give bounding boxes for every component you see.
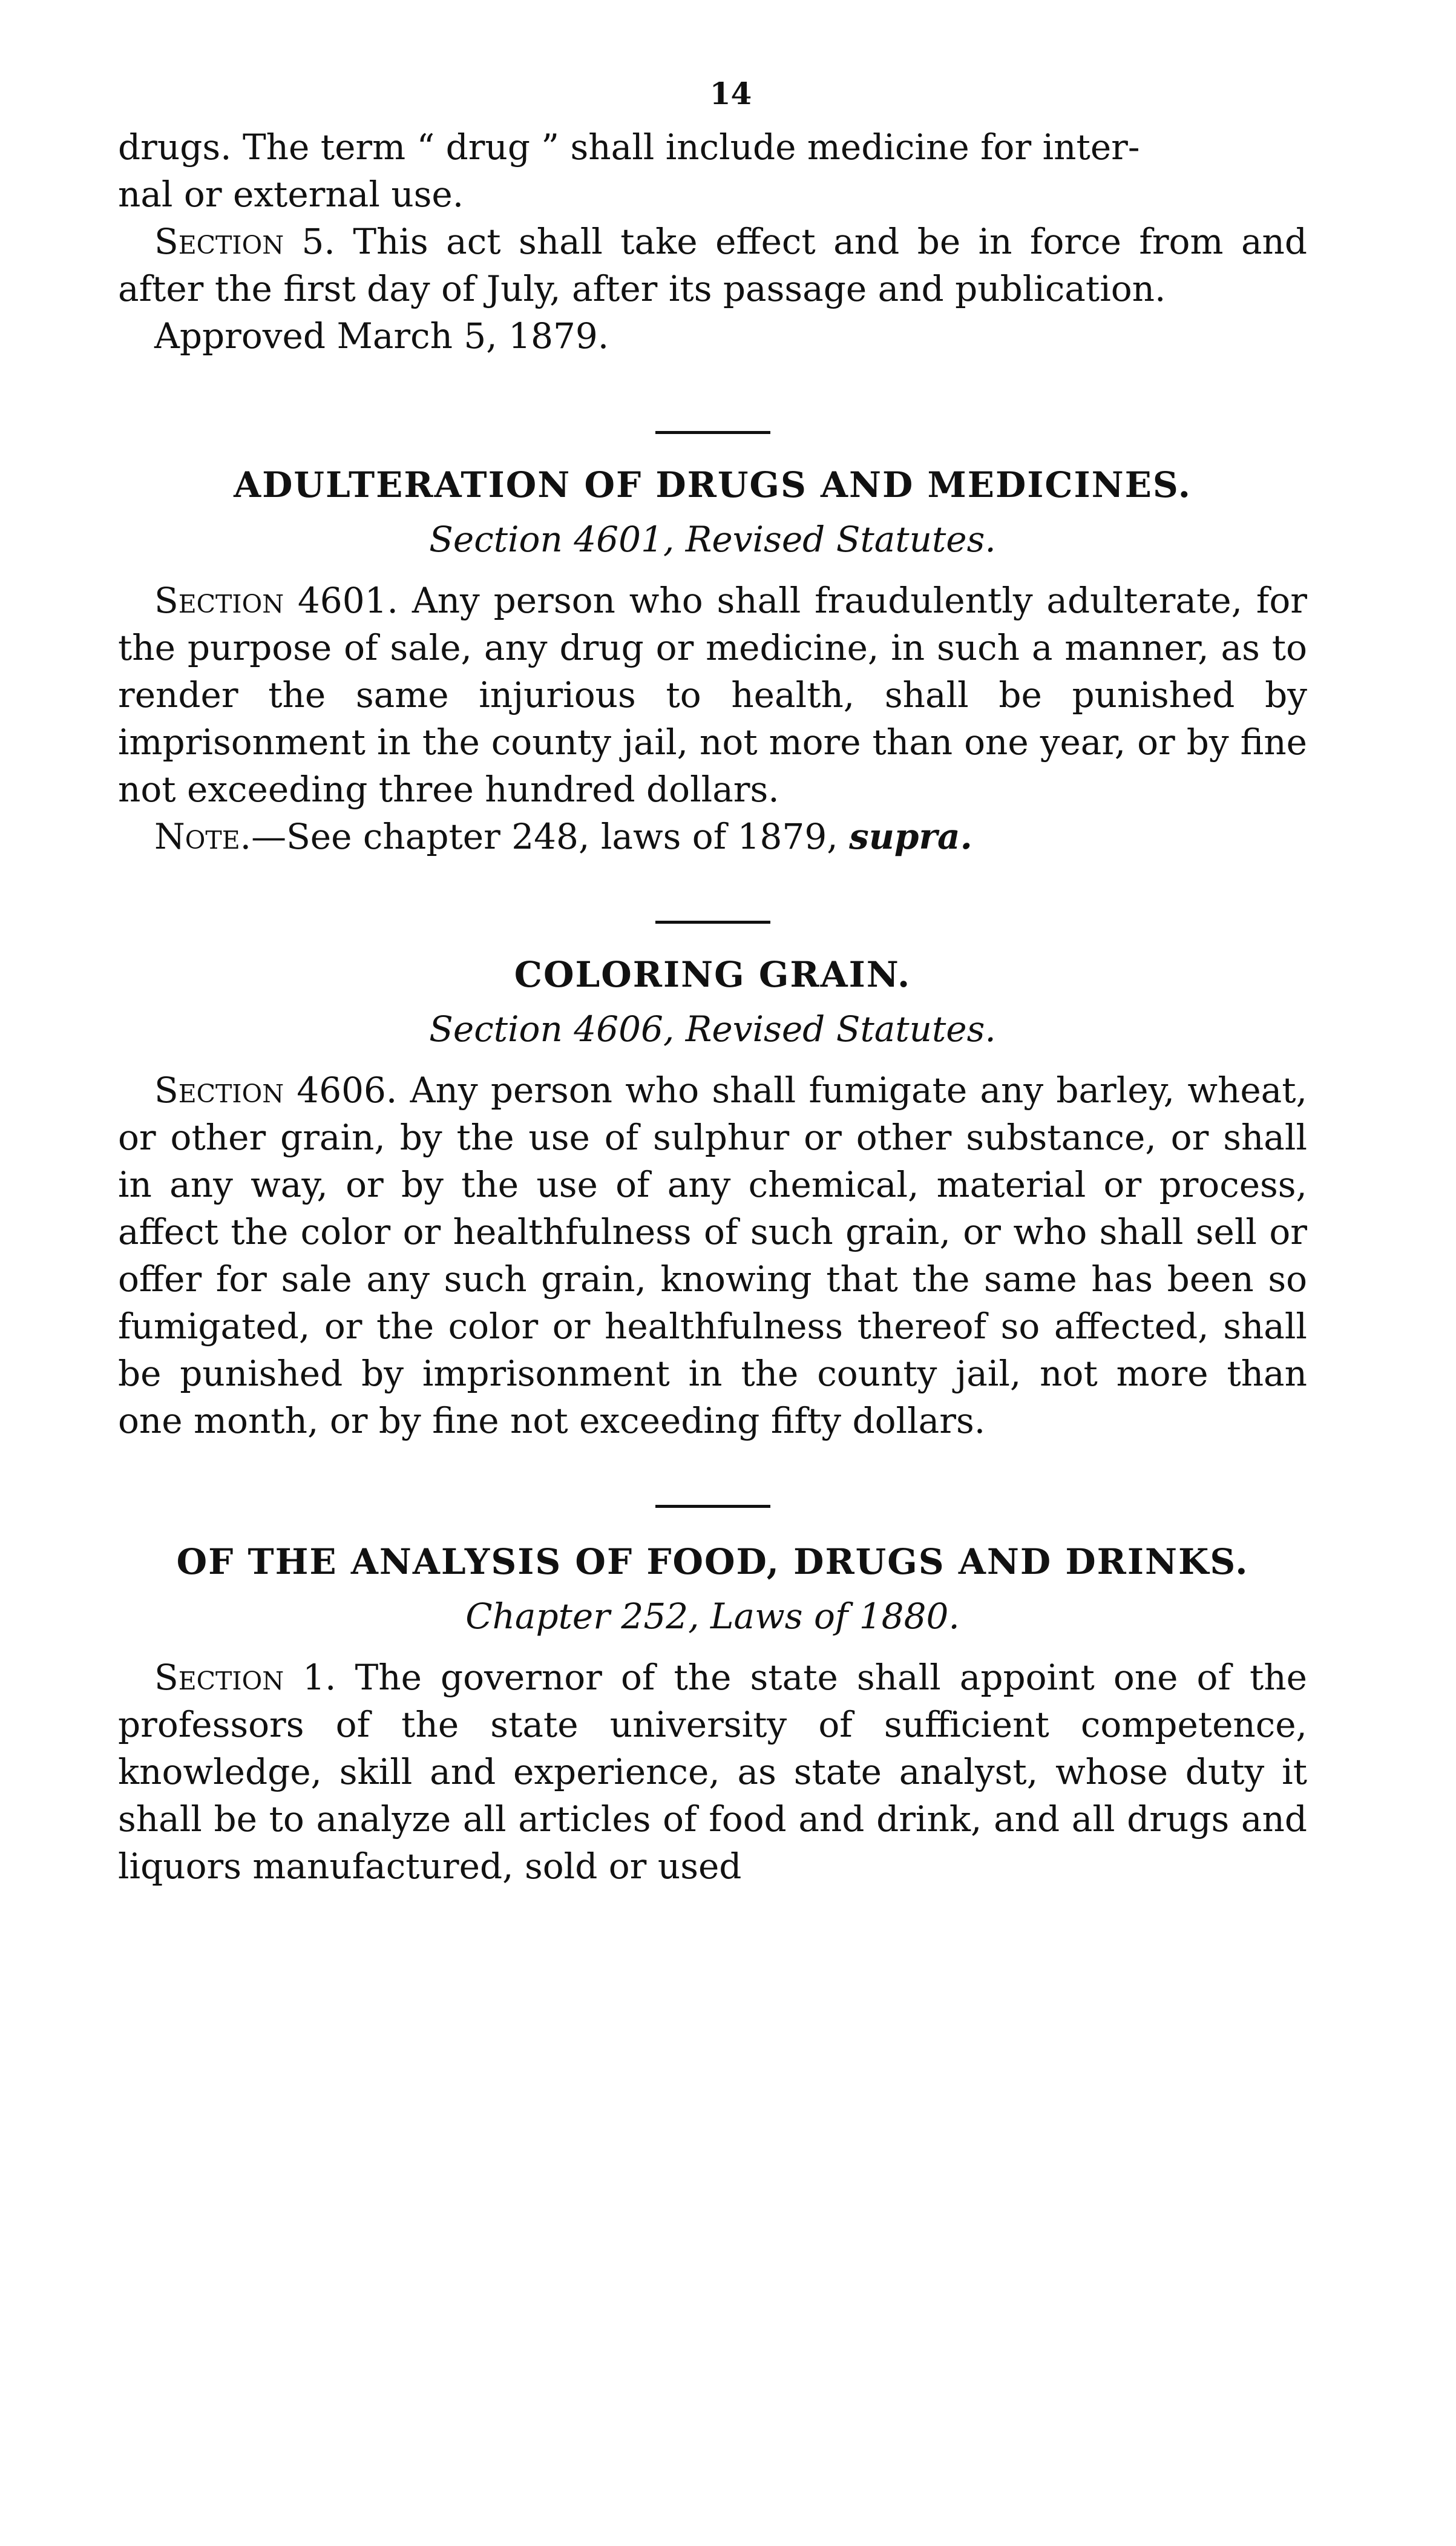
adulteration-heading: ADULTERATION OF DRUGS AND MEDICINES. [234, 464, 1192, 505]
coloring-heading: COLORING GRAIN. [514, 954, 911, 995]
section-divider [655, 921, 770, 924]
analysis-subheading: Chapter 252, Laws of 1880. [465, 1596, 960, 1637]
section-divider [655, 1505, 770, 1508]
section-5-text: This act shall take effect and be in force from and after the first day of July, after its passage and publication. [118, 221, 1308, 309]
section-4606-text: Any person who shall fumigate any barley, wheat, or other grain, by the use of sulphur or other substance, or shall in any way, or by the use of any chemical, material or process, affect the color or healthfulness of such grain, or who shall sell or offer for sale any such grain, knowing that the same has been so fumigated, or the color or healthfulness thereof so affected, shall be punished by imprisonment in the county jail, not more than one month, or by fine not exceeding fifty dollars. [118, 1070, 1308, 1441]
section-1-paragraph [118, 1654, 1307, 1890]
coloring-subheading: Section 4606, Revised Statutes. [429, 1008, 996, 1050]
section-5-label: Section 5. [154, 221, 335, 262]
section-1-label: Section 1. [154, 1657, 336, 1698]
section-4606-paragraph [118, 1067, 1307, 1444]
section-4606-label: Section 4606. [154, 1070, 398, 1111]
note-supra: supra. [849, 816, 972, 857]
document-page [118, 76, 1307, 1890]
note-paragraph [118, 813, 1307, 860]
page-number: 14 [709, 76, 752, 111]
intro-paragraph-start: drugs. The term “ drug ” shall include medicine for inter- [118, 127, 1140, 168]
analysis-heading: OF THE ANALYSIS OF FOOD, DRUGS AND DRINKS. [176, 1541, 1249, 1582]
section-divider [655, 431, 770, 434]
section-4601-text: Any person who shall fraudulently adulterate, for the purpose of sale, any drug or medicine, in such a manner, as to render the same injurious to health, shall be punished by imprisonment in the county jail, not more than one year, or by fine not exceeding three hundred dollars. [118, 580, 1308, 810]
intro-paragraph [118, 123, 1307, 218]
adulteration-subheading: Section 4601, Revised Statutes. [429, 519, 996, 560]
section-1-text: The governor of the state shall appoint one of the professors of the state university of sufficient competence, knowledge, skill and experience, as state analyst, whose duty it shall be to analyze all articles of food and drink, and all drugs and liquors manufactured, sold or used [118, 1657, 1308, 1887]
approved-line: Approved March 5, 1879. [154, 315, 609, 357]
intro-paragraph-end: nal or external use. [118, 174, 464, 215]
section-5-paragraph [118, 218, 1307, 312]
section-4601-paragraph [118, 577, 1307, 813]
note-label: Note. [154, 816, 252, 857]
section-4601-label: Section 4601. [154, 580, 398, 621]
note-text: —See chapter 248, laws of 1879, [251, 816, 838, 857]
